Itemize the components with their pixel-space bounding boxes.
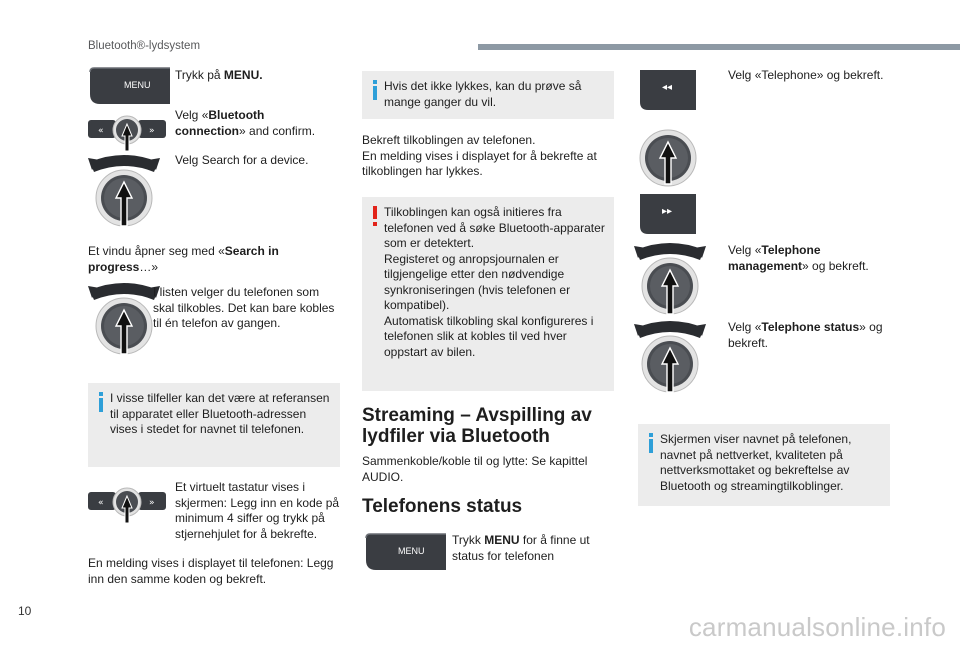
para-search-progress: Et vindu åpner seg med «Search in progress…» [88, 244, 279, 274]
heading-streaming: Streaming – Avspilling av lydfiler via Bluetooth [362, 405, 592, 447]
rocker-knob-icon [86, 112, 168, 152]
page-number: 10 [18, 604, 32, 618]
rewind-button-icon [638, 68, 698, 112]
watermark: carmanualsonline.info [688, 612, 946, 642]
knob-icon [638, 124, 698, 190]
header-bar [478, 44, 960, 50]
heading-phone-status: Telefonens status [362, 496, 523, 517]
step-press-menu: Trykk på MENU. [175, 68, 263, 82]
warning-icon [370, 206, 380, 226]
rotary-knob-icon [86, 280, 162, 356]
info-note: I visse tilfeller kan det være at referansen til apparatet eller Bluetooth-adressen vises i stedet for navnet til telefonen. [88, 383, 340, 467]
warning-note: Tilkoblingen kan også initieres fra telefonen ved å søke Bluetooth-apparater som er detektert. Registeret og anropsjournalen er tilgjengelige etter den nødvendige synkroniseringen (hvis telefonen er kompatibel). Automatisk tilkobling skal konfigureres i telefonen slik at kobles til ved hver oppstart av bilen. [362, 197, 614, 391]
rewind-icon: ◂◂ [662, 82, 673, 93]
step-virtual-keyboard: Et virtuelt tastatur vises i skjermen: Legg inn en kode på minimum 4 siffer og trykk på stjernehjulet for å bekrefte. [175, 480, 340, 541]
rotary-knob-icon [632, 240, 708, 316]
step-select-phone: I listen velger du telefonen som skal tilkobles. Det kan bare kobles til én telefon av gangen. [153, 285, 335, 330]
info-note: Hvis det ikke lykkes, kan du prøve så mange ganger du vil. [362, 71, 614, 119]
menu-button-icon: MENU [362, 532, 448, 572]
para-phone-message: En melding vises i displayet til telefonen: Legg inn den samme koden og bekreft. [88, 556, 334, 586]
step-telephone-status: Velg «Telephone status» og bekreft. [728, 320, 883, 350]
rotary-knob-icon [86, 152, 162, 228]
section-header: Bluetooth®-lydsystem [88, 40, 201, 52]
step-telephone-management: Velg «Telephone management» og bekreft. [728, 243, 869, 273]
info-note: Skjermen viser navnet på telefonen, navnet på nettverket, kvaliteten på nettverksmottaket og bekreftelse av Bluetooth og streamingtilkoblinger. [638, 424, 890, 506]
para-confirm-connection: Bekreft tilkoblingen av telefonen. En melding vises i displayet for å bekrefte at tilkoblingen har lykkes. [362, 133, 597, 178]
para-streaming: Sammenkoble/koble til og lytte: Se kapittel AUDIO. [362, 454, 588, 484]
info-icon [646, 433, 656, 453]
step-press-menu-status: Trykk MENU for å finne ut status for telefonen [452, 533, 590, 563]
rocker-knob-icon [86, 484, 168, 524]
forward-icon: ▸▸ [662, 206, 673, 217]
rotary-knob-icon [632, 318, 708, 394]
info-icon [370, 80, 380, 100]
menu-button-icon: MENU [86, 66, 172, 106]
step-search-device: Velg Search for a device. [175, 153, 309, 167]
forward-button-icon [638, 192, 698, 236]
info-icon [96, 392, 106, 412]
step-select-telephone: Velg «Telephone» og bekreft. [728, 68, 884, 82]
step-bluetooth-connection: Velg «Bluetooth connection» and confirm. [175, 108, 316, 138]
